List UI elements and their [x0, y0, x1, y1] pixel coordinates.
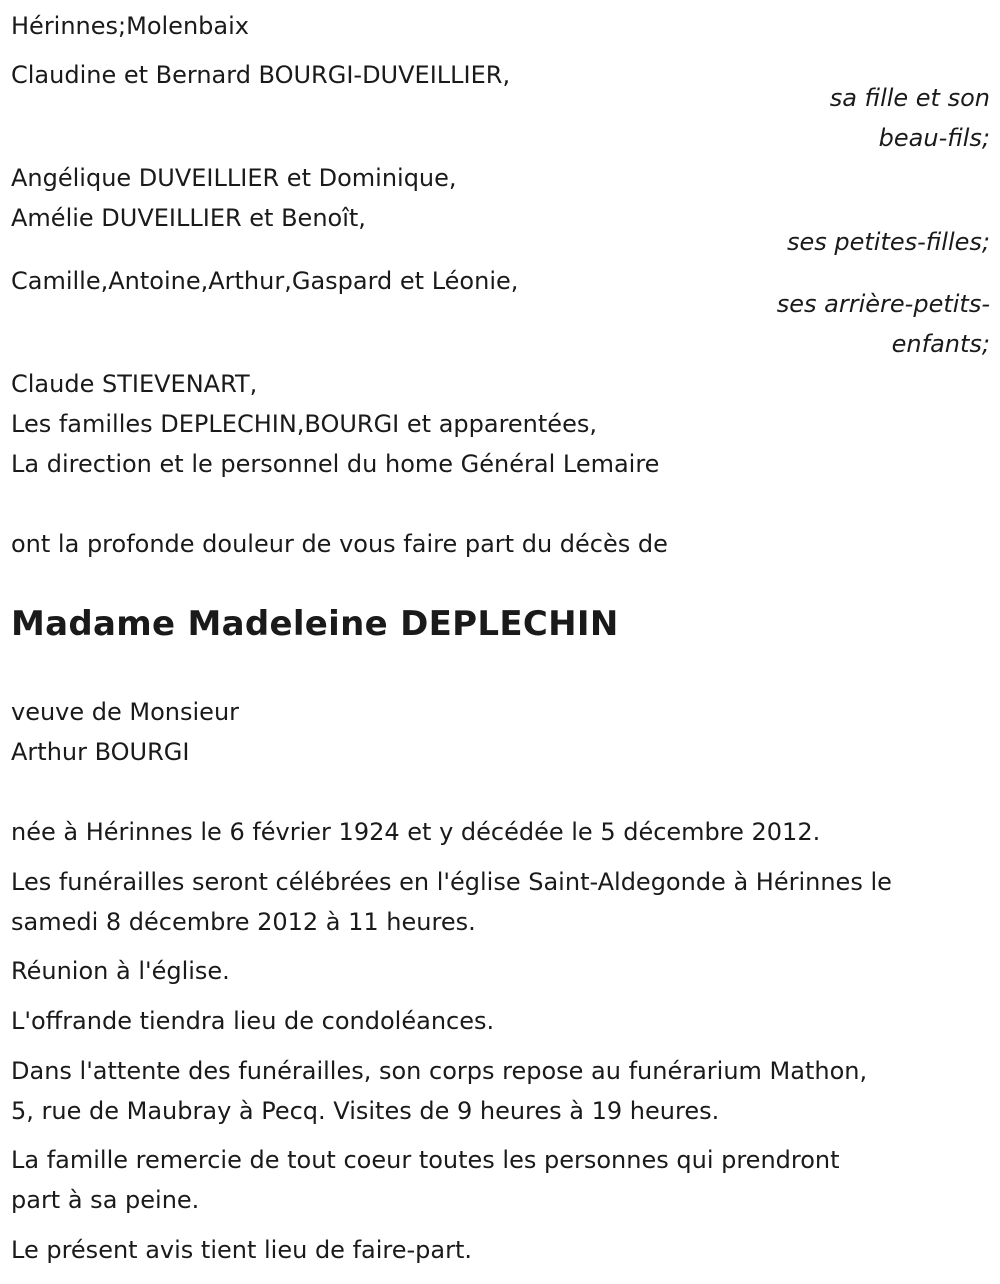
meeting-info: Réunion à l'église.	[11, 957, 230, 985]
family-great-grandchildren: Camille,Antoine,Arthur,Gaspard et Léonie,	[11, 267, 519, 295]
funeral-info-line1: Les funérailles seront célébrées en l'église Saint-Aldegonde à Hérinnes le	[11, 868, 892, 896]
funeral-info-line2: samedi 8 décembre 2012 à 11 heures.	[11, 908, 476, 936]
notice-line: Le présent avis tient lieu de faire-part.	[11, 1236, 473, 1264]
thanks-line2: part à sa peine.	[11, 1186, 200, 1214]
family-other-1: Claude STIEVENART,	[11, 370, 258, 398]
family-other-2: Les familles DEPLECHIN,BOURGI et apparentées,	[11, 410, 597, 438]
thanks-line1: La famille remercie de tout coeur toutes les personnes qui prendront	[11, 1146, 840, 1174]
role-great-grandchildren-line2: enfants;	[891, 330, 990, 358]
rest-info-line1: Dans l'attente des funérailles, son corps repose au funérarium Mathon,	[11, 1057, 868, 1085]
role-daughter-line1: sa fille et son	[829, 84, 990, 112]
widow-line-2: Arthur BOURGI	[11, 738, 190, 766]
family-daughter-line: Claudine et Bernard BOURGI-DUVEILLIER,	[11, 61, 511, 89]
family-granddaughter-1: Angélique DUVEILLIER et Dominique,	[11, 164, 457, 192]
role-great-grandchildren-line1: ses arrière-petits-	[776, 290, 990, 318]
widow-line-1: veuve de Monsieur	[11, 698, 240, 726]
announcement-intro: ont la profonde douleur de vous faire part du décès de	[11, 530, 668, 558]
rest-info-line2: 5, rue de Maubray à Pecq. Visites de 9 heures à 19 heures.	[11, 1097, 720, 1125]
family-granddaughter-2: Amélie DUVEILLIER et Benoît,	[11, 204, 366, 232]
role-granddaughters: ses petites-filles;	[786, 228, 990, 256]
deceased-name: Madame Madeleine DEPLECHIN	[11, 604, 619, 644]
offering-info: L'offrande tiendra lieu de condoléances.	[11, 1007, 495, 1035]
role-daughter-line2: beau-fils;	[878, 124, 990, 152]
birth-death-info: née à Hérinnes le 6 février 1924 et y décédée le 5 décembre 2012.	[11, 818, 821, 846]
location-header: Hérinnes;Molenbaix	[11, 12, 249, 40]
family-other-3: La direction et le personnel du home Général Lemaire	[11, 450, 660, 478]
